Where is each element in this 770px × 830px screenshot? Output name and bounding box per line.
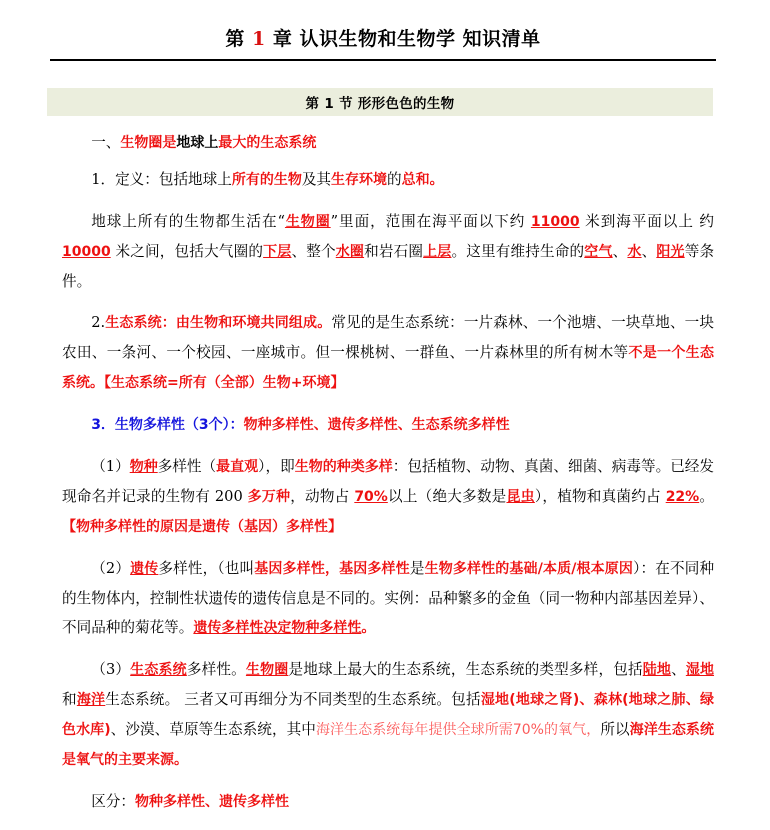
item1-t3: 多样性（: [157, 458, 217, 475]
eco-red-2: 不是一个生态系统。【生态系统=所有（全部）生物+环境】: [62, 345, 714, 391]
item1-term-millions: 多万种: [247, 489, 291, 505]
item1-t7: ：包括植物、动物、真菌、细菌、病毒等。已经发现命名并记录的生物有 200: [62, 458, 714, 505]
section-header-bar: [47, 88, 713, 116]
heading-run-black-1: 地球上: [176, 135, 219, 151]
bio-term-lower-layer: 下层: [263, 244, 292, 260]
definition-line: [62, 165, 714, 195]
diversity-heading: [62, 410, 714, 440]
item3-t7: 、: [671, 661, 686, 678]
item3-t13: 、沙漠、草原等生态系统，其中: [110, 721, 316, 738]
item1-term-kinds: 生物的种类多样: [294, 459, 393, 475]
item3-term-ecosystem: 生态系统: [130, 662, 187, 678]
heading-marker: 一、: [91, 134, 121, 151]
item3-term-land: 陆地: [642, 662, 672, 678]
footer-distinction-line: [62, 787, 714, 817]
biosphere-paragraph: [62, 207, 714, 296]
chapter-title-prefix: 第: [225, 28, 253, 50]
bio-t9: 、整个: [291, 243, 336, 260]
item1-t11: 以上（绝大多数是: [387, 488, 507, 505]
item2-t7: ）：在不同种的生物体内，控制性状遗传的遗传信息是不同的。实例：品种繁多的金鱼（同一物种内部基因差异）、不同品种的菊花等。: [62, 560, 715, 636]
ecosystem-paragraph: [62, 308, 714, 398]
heading-biosphere: [62, 128, 714, 158]
item1-t15: 。: [699, 488, 715, 505]
item3-t17: 。: [174, 752, 188, 768]
item2-t1: （2）: [91, 560, 131, 577]
item1-t13: ），植物和真菌约占: [534, 488, 666, 505]
bio-depth-value: 11000: [530, 214, 580, 230]
item3-oxygen-note: 海洋生态系统每年提供全球所需70%的氧气，: [315, 722, 601, 738]
definition-black-2: 及其: [301, 171, 332, 188]
bio-term-biosphere: 生物圈: [284, 214, 331, 230]
bio-t3: ”里面，范围在海平面以下约: [330, 213, 531, 230]
item3-t3: 多样性。: [186, 661, 246, 678]
diversity-item-genetic: [62, 554, 714, 643]
diversity-item-ecosystem: [62, 655, 714, 775]
heading-run-red-1: 生物圈是: [120, 135, 177, 151]
bio-height-value: 10000: [62, 244, 111, 260]
bio-term-sunlight: 阳光: [656, 244, 685, 260]
title-divider: [50, 59, 716, 61]
definition-red-2: 生存环境: [331, 172, 388, 188]
item1-term-most-visible: 最直观: [216, 459, 259, 475]
footer-red: 物种多样性、遗传多样性: [134, 794, 289, 810]
bio-term-water: 水: [627, 244, 642, 260]
item1-term-species: 物种: [129, 459, 158, 475]
body-content: [62, 128, 714, 817]
chapter-title-suffix: 章 认识生物和生物学 知识清单: [265, 28, 541, 50]
bio-t1: 地球上所有的生物都生活在“: [91, 213, 285, 230]
item3-t11: 生态系统。 三者又可再细分为不同类型的生态系统。包括: [105, 691, 481, 708]
bio-t15: 、: [612, 243, 628, 260]
item3-t15: 所以: [600, 721, 630, 738]
item1-pct-22: 22%: [665, 489, 700, 505]
bio-t13: 。这里有维持生命的: [451, 243, 585, 260]
item3-oxygen-conclusion: 海洋生态系统是氧气的主要来源: [62, 722, 714, 768]
bio-t11: 和岩石圈: [364, 243, 424, 260]
diversity-heading-blue: 3．生物多样性（3个）：: [91, 417, 244, 433]
bio-t17: 、: [641, 243, 657, 260]
diversity-item-species: [62, 452, 714, 542]
bio-term-upper-layer: 上层: [423, 244, 452, 260]
item3-term-ocean: 海洋: [76, 692, 106, 708]
item2-term-gene-diversity: 基因多样性，基因多样性: [254, 561, 410, 577]
definition-red-3: 总和。: [401, 172, 444, 188]
item2-t9: 。: [361, 620, 376, 636]
item3-t9: 和: [62, 691, 77, 708]
eco-black-1: 2.: [91, 314, 106, 331]
page-title: [50, 24, 716, 54]
item2-term-basis: 生物多样性的基础/本质/根本原因: [424, 561, 634, 577]
definition-black-3: 的: [387, 171, 402, 188]
item2-term-genetic: 遗传: [130, 561, 159, 577]
item2-t3: 多样性，（也叫: [158, 560, 255, 577]
diversity-heading-red: 物种多样性、遗传多样性、生态系统多样性: [243, 417, 510, 433]
bio-t19: 等条件。: [62, 243, 715, 290]
section-header-label: 第 1 节 形形色色的生物: [305, 96, 455, 112]
item3-term-examples: 湿地(地球之肾)、森林(地球之肺、绿色水库): [62, 692, 714, 738]
item2-t5: 是: [409, 560, 425, 577]
item1-pct-70: 70%: [354, 489, 388, 505]
heading-run-red-2: 最大的生态系统: [218, 135, 317, 151]
item1-term-insects: 昆虫: [506, 489, 535, 505]
footer-black: 区分：: [91, 793, 135, 810]
bio-t7: 米之间，包括大气圈的: [110, 243, 264, 260]
eco-black-2: 常见的是生态系统：一片森林、一个池塘、一块草地、一块农田、一条河、一个校园、一座城市。但一棵桃树、一群鱼、一片森林里的所有树木等: [62, 314, 714, 361]
item2-term-determines: 遗传多样性决定物种多样性: [193, 620, 362, 636]
item1-t5: ），即: [258, 458, 295, 475]
item1-t1: （1）: [91, 458, 130, 475]
eco-red-1: 生态系统：由生物和环境共同组成。: [105, 315, 332, 331]
item1-note: 【物种多样性的原因是遗传（基因）多样性】: [62, 519, 342, 535]
item3-term-wetland: 湿地: [685, 662, 715, 678]
item1-t9: ，动物占: [290, 488, 355, 505]
item3-t1: （3）: [91, 661, 131, 678]
bio-term-air: 空气: [584, 244, 613, 260]
definition-black-1: 1．定义：包括地球上: [91, 171, 232, 188]
bio-term-hydrosphere: 水圈: [335, 244, 365, 260]
item3-term-biosphere: 生物圈: [245, 662, 289, 678]
bio-t5: 米到海平面以上 约: [579, 213, 715, 230]
chapter-number: 1: [252, 28, 266, 50]
definition-red-1: 所有的生物: [231, 172, 302, 188]
item3-t5: 是地球上最大的生态系统，生态系统的类型多样，包括: [288, 661, 643, 678]
